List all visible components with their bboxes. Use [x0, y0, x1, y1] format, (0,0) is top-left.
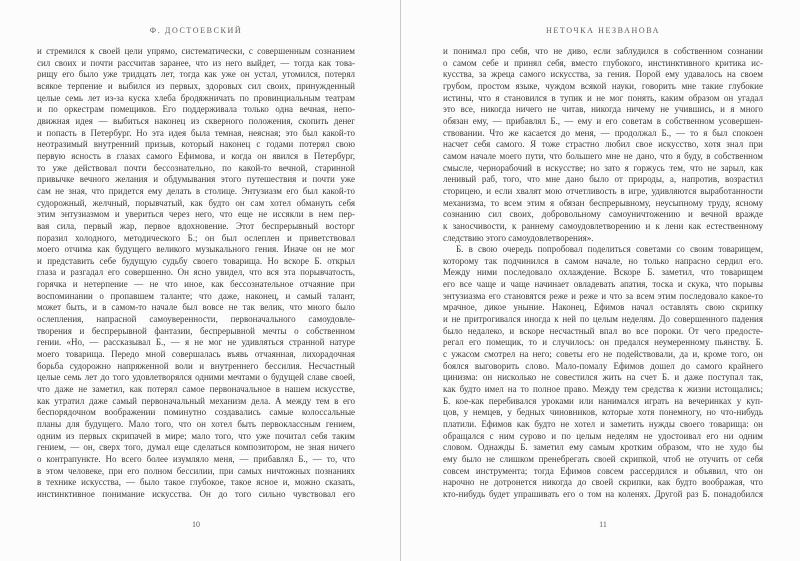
text-line: гением, — он, сверх того, думал еще сделаться композитором, не зная ничего	[37, 442, 355, 453]
text-line: цинизма: он нисколько не совестился жить на счет Б. и даже поступал так,	[443, 372, 763, 383]
text-line: кто-нибудь будет упрашивать его о том на коленях. Другой раз Б. понадобился	[443, 488, 763, 499]
page-body-text	[37, 46, 355, 501]
text-line: следствию этого самоудовлетворения».	[443, 232, 594, 243]
running-header-author: Ф. ДОСТОЕВСКИЙ	[149, 26, 243, 35]
text-line: воспоминании о пропавшем таланте; что даже, наконец, и самый талант,	[37, 290, 355, 301]
text-line: то уже действовал почти бессознательно, по какой-то вечной, старинной	[37, 162, 355, 173]
text-line: одним из первых скрипачей в мире; мало того, что уже почитал себя таким	[37, 430, 355, 441]
text-line: обращался с ним сурово и по целым неделям не удостоивал его ни одним	[443, 430, 763, 441]
text-line: гении. «Но, — рассказывал Б., — я не мог не удивляться странной натуре	[37, 337, 355, 348]
running-header-title: НЕТОЧКА НЕЗВАНОВА	[545, 26, 661, 35]
text-line: грубом, простом языке, чуждом всякой науки, говорить мне такие глубокие	[443, 80, 763, 91]
text-line: было недалеко, и вскоре несчастный впал во все пороки. От чего предосте-	[443, 325, 763, 336]
text-line: Б. кое-как перебивался уроками или нанимался играть на вечеринках у куп-	[443, 395, 763, 406]
text-line: и не притрогивался иногда к ней по целым неделям. До совершенного падения	[443, 314, 763, 325]
text-line: самом начале моего пути, что большего мне не дано, что я буду, в собственном	[443, 150, 763, 161]
text-line: сторицею, и если хвалят мою отчетливость в игре, удивляются выработанности	[443, 185, 763, 196]
text-line: сознанию сил своих, добровольному самоуничтожению и вечной вражде	[443, 209, 763, 220]
text-line: ему было не слишком пренебрегать своей скрипкой, чтоб не отучить от себя	[443, 453, 763, 464]
text-line: вая сила, первый жар, первое вдохновение. Этот беспрерывный восторг	[37, 220, 355, 231]
text-line: рищу его было уже тридцать лет, тогда как уже он устал, утомился, потерял	[37, 69, 355, 80]
text-line: горячка и нетерпение — не что иное, как бессознательное отчаяние при	[37, 279, 355, 290]
text-line: этим энтузиазмом и увериться через него, что еще не иссякли в нем пер-	[37, 209, 355, 220]
text-line: ленивый раб, того, что мне дано было от природы, а, напротив, возрастил	[443, 174, 763, 185]
text-line: которому так подчинился в самом начале, но только напрасно сердил его.	[443, 255, 763, 266]
text-line: и представить себе будущую судьбу своего товарища. Но вскоре Б. открыл	[37, 255, 355, 266]
text-line: о самом себе и принял себя, вместо глубокого, инстинктивного критика ис-	[443, 57, 763, 68]
text-line: механизма, то всем этим я обязан беспрерывному, неусыпному труду, ясному	[443, 197, 763, 208]
text-line: глаза и разгадал его совершенно. Он ясно увидел, что вся эта порывчатость,	[37, 267, 355, 278]
text-line: моего отчима как будущего великого музыкального гения. Иначе он не мог	[37, 244, 355, 255]
text-line: обязан ему, — прибавлял Б., — ему и его советам в собственном усовершен-	[443, 115, 763, 126]
page-number: 10	[192, 520, 200, 529]
text-line: поразил холодного, методического Б.; он был ослеплен и приветствовал	[37, 232, 355, 243]
text-line: что даже не заметил, как потерял самое первоначальное в нашем искусстве,	[37, 384, 355, 395]
text-line: моего товарища. Передо мной совершалась въявь отчаянная, лихорадочная	[37, 349, 355, 360]
text-line: сил своих и почти рассчитав заранее, что из него выйдет, — тогда как това-	[37, 57, 355, 68]
text-line: насчет себя самого. Я тоже страстно любил свое искусство, хотя знал при	[443, 139, 763, 150]
text-line: целые семь лет из-за куска хлеба бродяжничать по провинциальным театрам	[37, 92, 355, 103]
text-line: в этом человеке, при его полном бессилии, при самых ничтожных познаниях	[37, 465, 355, 476]
text-line: регал его помещик, то и случилось: он предался неумеренному пьянству. Б.	[443, 337, 763, 348]
text-line: словом. Однажды Б. заметил ему самым кротким образом, что не худо бы	[443, 442, 763, 453]
text-line: энтузиазма его становятся реже и реже и что за всем этим последовало какое-то	[443, 290, 763, 301]
text-line: инстинктивное понимание искусства. Он до того сильно чувствовал его	[37, 488, 355, 499]
text-line: целые семь лет до того удовлетворялся одними мечтами о будущей славе своей,	[37, 372, 355, 383]
text-line: кусства, за жреца самого искусства, за гения. Порой ему удавалось на своем	[443, 69, 763, 80]
text-line: совсем инструмента; тогда Ефимов совсем рассердился и объявил, что он	[443, 465, 763, 476]
page-body-text	[443, 46, 763, 501]
text-line: боялся выговорить слово. Мало-помалу Ефимов дошел до самого крайнего	[443, 360, 763, 371]
text-line: его все чаще и чаще начинает овладевать апатия, тоска и скука, что порывы	[443, 279, 763, 290]
text-line: может быть, и в самом-то начале был вовсе не так велик, что много было	[37, 302, 355, 313]
text-line: привычке вечного желания и обдумывания этого путешествия и почти уже	[37, 174, 355, 185]
text-line: цов, у немцев, у бедных чиновников, которые хотя понемногу, но что-нибудь	[443, 407, 763, 418]
text-line: и по оркестрам помещиков. Его поддерживала только одна вечная, непо-	[37, 104, 355, 115]
text-line: творения и беспрерывной фантазии, беспрерывной мечты о собственном	[37, 325, 355, 336]
text-line: борьба судорожно напряженной воли и внутреннего бессилия. Несчастный	[37, 360, 355, 371]
text-line: это все, никогда ничего не читав, никогда ничему не учившись, и я много	[443, 104, 763, 115]
text-line: к заносчивости, к раннему самоудовлетворению и к лени как естественному	[443, 220, 763, 231]
text-line: планы для будущего. Мало того, что он хотел быть первоклассным гением,	[37, 419, 355, 429]
text-line: Б. в свою очередь попробовал поделиться советами со своим товарищем,	[456, 244, 763, 255]
text-line: ослепления, напрасной самоуверенности, первоначального самоудовле-	[37, 314, 355, 325]
text-line: неотразимый внутренний призыв, который наконец с годами потерял свою	[37, 139, 355, 150]
text-line: платили. Ефимов как будто не хотел и заметить нужды своего товарища: он	[443, 419, 763, 429]
text-line: смысле, чернорабочий в искусстве; но зато я горжусь тем, что не зарыл, как	[443, 162, 763, 173]
text-line: с ужасом смотрел на него; советы его не подействовали, да и, кроме того, он	[443, 349, 763, 360]
text-line: беспорядочном воображении поминутно создавались самые колоссальные	[37, 407, 355, 418]
text-line: как будто имел на то полное право. Между тем средства к жизни истощались;	[443, 384, 763, 395]
text-line: ствовании. Что же касается до меня, — продолжал Б., — то я был спокоен	[443, 127, 763, 138]
text-line: сам не зная, что придется ему делать в столице. Энтузиазм его был какой-то	[37, 185, 355, 196]
text-line: и попасть в Петербург. Но эта идея была темная, неясная; это был какой-то	[37, 127, 355, 138]
text-line: Между ними последовало охлаждение. Вскоре Б. заметил, что товарищем	[443, 267, 763, 278]
text-line: нарочно не дотронется никогда до своей скрипки, как будто воображая, что	[443, 477, 763, 488]
text-line: первую ясность в глазах самого Ефимова, и когда он явился в Петербург,	[37, 150, 355, 161]
text-line: как утратил даже самый первоначальный механизм дела. А между тем в его	[37, 395, 355, 406]
text-line: и понимал про себя, что не диво, если заблудился в собственном сознании	[443, 46, 763, 56]
text-line: движная идея — выбиться наконец из скверного положения, скопить денег	[37, 115, 355, 126]
text-line: в технике искусства, — было такое глубокое, такое ясное и, можно сказать,	[37, 477, 355, 488]
right-page	[401, 0, 800, 561]
text-line: и стремился к своей цели упрямо, систематически, с совершенным сознанием	[37, 46, 355, 56]
text-line: о контрапункте. Но всего более изумляло меня, — прибавлял Б., — то, что	[37, 453, 355, 464]
text-line: всякое терпение и выбился из первых, здоровых сил своих, принужденный	[37, 80, 355, 91]
text-line: мрачное, дикое уныние. Наконец, Ефимов начал оставлять свою скрипку	[443, 302, 763, 313]
text-line: судорожный, желчный, порывчатый, как будто он сам хотел обмануть себя	[37, 197, 355, 208]
page-number: 11	[599, 520, 607, 529]
text-line: истины, что я становился в тупик и не мог понять, каким образом он угадал	[443, 92, 763, 103]
